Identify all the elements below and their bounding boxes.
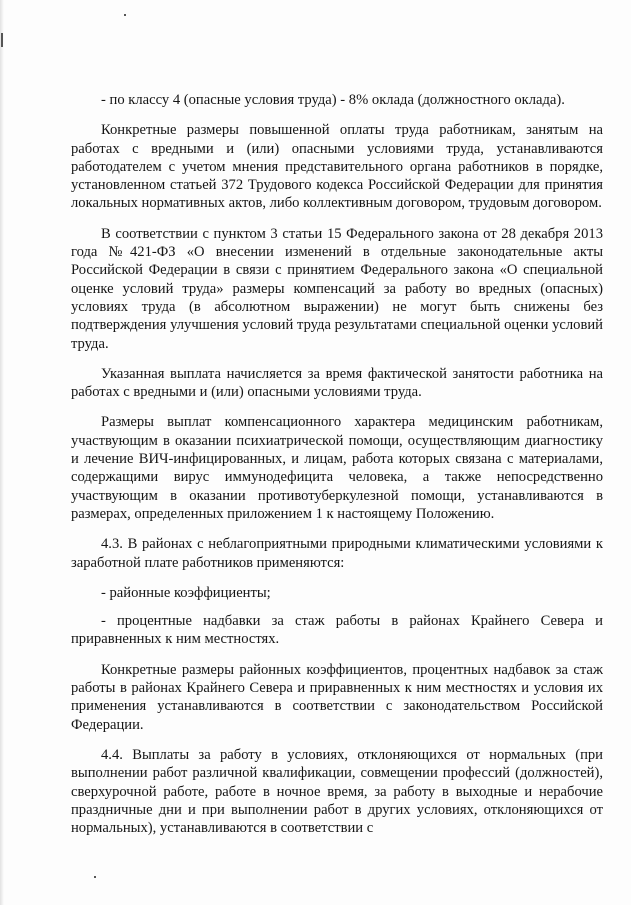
scan-speck <box>1 33 3 47</box>
scan-speck <box>124 14 126 16</box>
paragraph-hazard-class-4: - по классу 4 (опасные условия труда) - 8% оклада (должностного оклада). <box>101 92 565 108</box>
scan-speck <box>94 876 96 878</box>
paragraph-medical-workers: Размеры выплат компенсационного характера медицинским работникам, участвующим в оказании психиатрической помощи, осуществляющим диагностику и лечение ВИЧ-инфицированных, и лицам, работа которых связана с материалами, содержащими вирус иммунодефицита человека, а также непосредственно участвующим в оказании противотуберкулезной помощи, устанавливаются в размерах, определенных приложением 1 к настоящему Положению. <box>71 414 603 522</box>
paragraph-section-4-3: 4.3. В районах с неблагоприятными природными климатическими условиями к заработной плате работников применяются: <box>71 536 603 571</box>
paragraph-regional-sizes: Конкретные размеры районных коэффициентов, процентных надбавок за стаж работы в районах Крайнего Севера и приравненных к ним местностях и условия их применения устанавливаются в соответствии с законодательством Российской Федерации. <box>71 661 603 733</box>
paragraph-section-4-4: 4.4. Выплаты за работу в условиях, отклоняющихся от нормальных (при выполнении работ различной квалификации, совмещении профессий (должностей), сверхурочной работе, работе в ночное время, за работу в выходные и нерабочие праздничные дни и при выполнении работ в других условиях, отклоняющихся от нормальных), устанавливаются в соответствии с <box>71 746 603 837</box>
paragraph-increased-pay: Конкретные размеры повышенной оплаты труда работникам, занятым на работах с вредными и (или) опасными условиями труда, устанавливаются работодателем с учетом мнения представительного органа работников в порядке, установленном статьей 372 Трудового кодекса Российской Федерации для принятия локальных нормативных актов, либо коллективным договором, трудовым договором. <box>71 122 603 212</box>
document-body <box>71 91 603 837</box>
paragraph-federal-law-421: В соответствии с пунктом 3 статьи 15 Федерального закона от 28 декабря 2013 года №421-ФЗ «О внесении изменений в отдельные законодательные акты Российской Федерации в связи с принятием Федерального закона «О специальной оценке условий труда» размеры компенсаций за работу во вредных (опасных) условиях труда (в абсолютном выражении) не могут быть снижены без подтверждения улучшения условий труда результатами специальной оценки условий труда. <box>71 225 603 352</box>
paragraph-regional-coefficients: - районные коэффициенты; <box>101 584 271 601</box>
paragraph-payment-accrual: Указанная выплата начисляется за время фактической занятости работника на работах с вредными и (или) опасными условиями труда. <box>71 365 603 401</box>
scan-edge <box>0 0 4 905</box>
paragraph-percentage-allowances: - процентные надбавки за стаж работы в районах Крайнего Севера и приравненных к ним местностях. <box>71 613 603 648</box>
